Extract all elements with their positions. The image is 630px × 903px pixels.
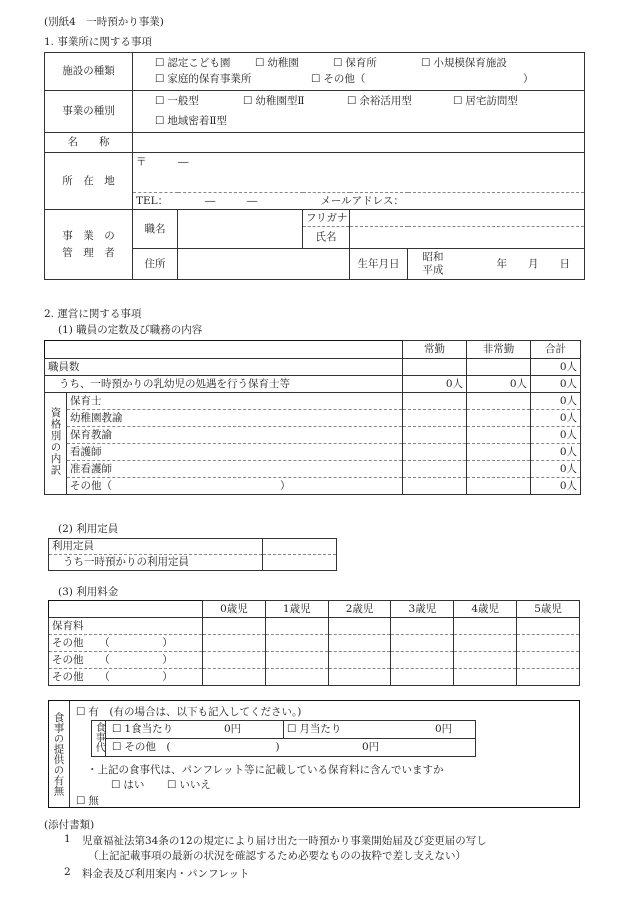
fee-cell[interactable] (454, 669, 517, 686)
fee-row-label[interactable]: その他 （ ） (49, 635, 203, 652)
fee-cell[interactable] (517, 618, 580, 635)
manager-name-label: 氏名 (303, 227, 350, 249)
postal-code-field[interactable]: 〒 ― (133, 153, 585, 175)
section2-heading: 2. 運営に関する事項 (44, 308, 142, 320)
tel-email-field[interactable]: TEL： ― ― メールアドレス： (133, 193, 585, 210)
fee-cell[interactable] (203, 635, 266, 652)
qual-hoikushi-fulltime[interactable] (403, 393, 467, 410)
per-meal-checkbox[interactable]: ☐ 1食当たり (112, 723, 224, 735)
meal-cost-table (91, 720, 476, 757)
address-field[interactable] (133, 175, 585, 193)
manager-name-field[interactable] (350, 227, 585, 249)
section1-heading: 1. 事業所に関する事項 (44, 36, 152, 48)
qual-nurse-sum: 0人 (531, 444, 581, 461)
option-nursery[interactable]: ☐ 保育所 (333, 56, 421, 72)
qual-assistant-nurse-fulltime[interactable] (403, 461, 467, 478)
meal-cost-label: 食事代 (93, 721, 105, 752)
qual-kindergarten-teacher-fulltime[interactable] (403, 410, 467, 427)
business-type-label: 事業の種別 (45, 91, 133, 133)
manager-label-line1: 事 業 の (62, 229, 115, 242)
age-5: 5歳児 (517, 601, 580, 618)
capacity-label: 利用定員 (49, 539, 263, 555)
per-meal-value[interactable]: 0円 (224, 723, 242, 736)
attachment-1-number: 1 (64, 833, 71, 845)
option-small-nursery[interactable]: ☐ 小規模保育施設 (421, 57, 507, 69)
capacity-table (48, 538, 337, 571)
fee-cell[interactable] (328, 669, 391, 686)
qual-other-label[interactable]: その他（ ） (67, 478, 403, 495)
qual-nurse-parttime[interactable] (467, 444, 531, 461)
manager-address-label: 住所 (133, 249, 178, 280)
birthdate-field[interactable]: 年 月 日 (496, 257, 571, 270)
qual-kindergarten-teacher-label: 幼稚園教諭 (67, 410, 403, 427)
staff-table (44, 340, 581, 495)
per-month-checkbox[interactable]: ☐ 月当たり (287, 723, 435, 735)
qual-hoiku-teacher-parttime[interactable] (467, 427, 531, 444)
address-label: 所 在 地 (45, 153, 133, 210)
fee-cell[interactable] (265, 618, 328, 635)
option-kindergarten-type2[interactable]: ☐ 幼稚園型Ⅱ (243, 92, 347, 112)
qual-hoikushi-label: 保育士 (67, 393, 403, 410)
qual-kindergarten-teacher-sum: 0人 (531, 410, 581, 427)
qual-assistant-nurse-label: 准看護師 (67, 461, 403, 478)
manager-label-line2: 管 理 者 (62, 246, 115, 259)
qual-nurse-fulltime[interactable] (403, 444, 467, 461)
option-community-type2[interactable]: ☐ 地域密着Ⅱ型 (155, 115, 227, 127)
capacity-subheading: (2) 利用定員 (58, 523, 119, 535)
qual-other-parttime[interactable] (467, 478, 531, 495)
qual-hoiku-teacher-fulltime[interactable] (403, 427, 467, 444)
meals-yes-checkbox[interactable]: ☐ 有 (有の場合は、以下も記入してください。) (76, 704, 301, 719)
name-field[interactable] (133, 133, 585, 153)
temp-care-parttime[interactable]: 0人 (467, 376, 531, 393)
fee-row-label[interactable]: その他 （ ） (49, 652, 203, 669)
qual-hoikushi-parttime[interactable] (467, 393, 531, 410)
staff-total-sum: 0人 (531, 359, 581, 376)
fee-cell[interactable] (328, 618, 391, 635)
col-fulltime: 常勤 (403, 341, 467, 359)
fee-cell[interactable] (517, 669, 580, 686)
option-kindergarten[interactable]: ☐ 幼稚園 (255, 56, 333, 72)
temp-care-staff-label: うち、一時預かりの乳幼児の処遇を行う保育士等 (45, 376, 403, 393)
age-1: 1歳児 (265, 601, 328, 618)
qual-assistant-nurse-sum: 0人 (531, 461, 581, 478)
option-surplus[interactable]: ☐ 余裕活用型 (347, 92, 453, 112)
fee-cell[interactable] (391, 635, 454, 652)
qual-kindergarten-teacher-parttime[interactable] (467, 410, 531, 427)
col-parttime: 非常勤 (467, 341, 531, 359)
meals-box (48, 700, 580, 808)
per-month-value[interactable]: 0円 (435, 723, 453, 736)
age-3: 3歳児 (391, 601, 454, 618)
furigana-label: フリガナ (303, 210, 350, 227)
fee-cell[interactable] (265, 652, 328, 669)
qual-other-fulltime[interactable] (403, 478, 467, 495)
answer-no-checkbox[interactable]: ☐ いいえ (167, 779, 211, 791)
age-2: 2歳児 (328, 601, 391, 618)
qual-other-sum: 0人 (531, 478, 581, 495)
qual-nurse-label: 看護師 (67, 444, 403, 461)
qual-hoiku-teacher-sum: 0人 (531, 427, 581, 444)
fee-cell[interactable] (391, 618, 454, 635)
answer-yes-checkbox[interactable]: ☐ はい (111, 777, 167, 792)
option-kodomoen[interactable]: ☐ 認定こども園 (155, 56, 255, 72)
fee-cell[interactable] (454, 652, 517, 669)
meals-side-label: 食事の提供の有無 (52, 712, 65, 796)
fee-cell[interactable] (454, 618, 517, 635)
option-general[interactable]: ☐ 一般型 (155, 92, 243, 112)
fee-row-label: 保育料 (49, 618, 203, 635)
qual-hoikushi-sum: 0人 (531, 393, 581, 410)
fee-cell[interactable] (203, 652, 266, 669)
manager-address-field[interactable] (178, 249, 350, 280)
fee-cell[interactable] (203, 669, 266, 686)
fee-cell[interactable] (391, 669, 454, 686)
qual-hoiku-teacher-label: 保育教諭 (67, 427, 403, 444)
fee-cell[interactable] (391, 652, 454, 669)
qual-assistant-nurse-parttime[interactable] (467, 461, 531, 478)
age-0: 0歳児 (203, 601, 266, 618)
staff-total-fulltime[interactable] (403, 359, 467, 376)
fees-subheading: (3) 利用料金 (58, 586, 119, 598)
temp-care-fulltime[interactable]: 0人 (403, 376, 467, 393)
staff-total-label: 職員数 (45, 359, 403, 376)
option-home-nursery[interactable]: ☐ 家庭的保育事業所 (155, 72, 311, 88)
meal-other-checkbox[interactable]: ☐ その他 ( ) (112, 741, 362, 753)
job-title-field[interactable] (178, 210, 303, 249)
temp-capacity-label: うち一時預かりの利用定員 (49, 555, 263, 571)
option-facility-other[interactable]: ☐ その他（ (311, 72, 523, 88)
fee-cell[interactable] (265, 635, 328, 652)
facility-info-table (44, 52, 585, 280)
fee-cell[interactable] (328, 652, 391, 669)
col-total: 合計 (531, 341, 581, 359)
fee-cell[interactable] (203, 618, 266, 635)
form-header: (別紙4 一時預かり事業) (44, 16, 164, 28)
attachment-2-number: 2 (64, 866, 71, 878)
era-showa[interactable]: 昭和 (422, 251, 444, 264)
birthdate-label: 生年月日 (350, 249, 408, 280)
attachment-2: 料金表及び利用案内・パンフレット (82, 868, 250, 880)
option-home-visit[interactable]: ☐ 居宅訪問型 (453, 95, 518, 107)
fees-table (48, 600, 580, 686)
age-4: 4歳児 (454, 601, 517, 618)
fee-row-label[interactable]: その他 （ ） (49, 669, 203, 686)
fee-cell[interactable] (454, 635, 517, 652)
fee-cell[interactable] (517, 635, 580, 652)
fee-cell[interactable] (265, 669, 328, 686)
era-heisei[interactable]: 平成 (422, 264, 444, 276)
staff-total-parttime[interactable] (467, 359, 531, 376)
furigana-field[interactable] (350, 210, 585, 227)
meals-no-checkbox[interactable]: ☐ 無 (76, 793, 99, 808)
attachment-1: 児童福祉法第34条の12の規定により届け出た一時預かり事業開始届及び変更届の写し (82, 835, 487, 847)
attachment-1-note: （上記記載事項の最新の状況を確認するため必要なものの抜粋で差し支えない） (88, 850, 466, 862)
staff-subheading: (1) 職員の定数及び職務の内容 (58, 324, 203, 336)
facility-type-label: 施設の種類 (45, 53, 133, 91)
name-label: 名 称 (45, 133, 133, 153)
meals-question: ・上記の食事代は、パンフレット等に記載している保育料に含んでいますか (87, 764, 444, 776)
qualification-breakdown-label: 資格別の内訳 (49, 407, 62, 477)
temp-care-sum: 0人 (531, 376, 581, 393)
fee-cell[interactable] (328, 635, 391, 652)
fee-cell[interactable] (517, 652, 580, 669)
meal-other-value[interactable]: 0円 (362, 741, 380, 754)
temp-capacity-field[interactable] (263, 555, 337, 571)
attachments-heading: (添付書類) (44, 819, 95, 831)
capacity-field[interactable] (263, 539, 337, 555)
job-title-label: 職名 (133, 210, 178, 249)
facility-other-close: ） (523, 72, 534, 85)
